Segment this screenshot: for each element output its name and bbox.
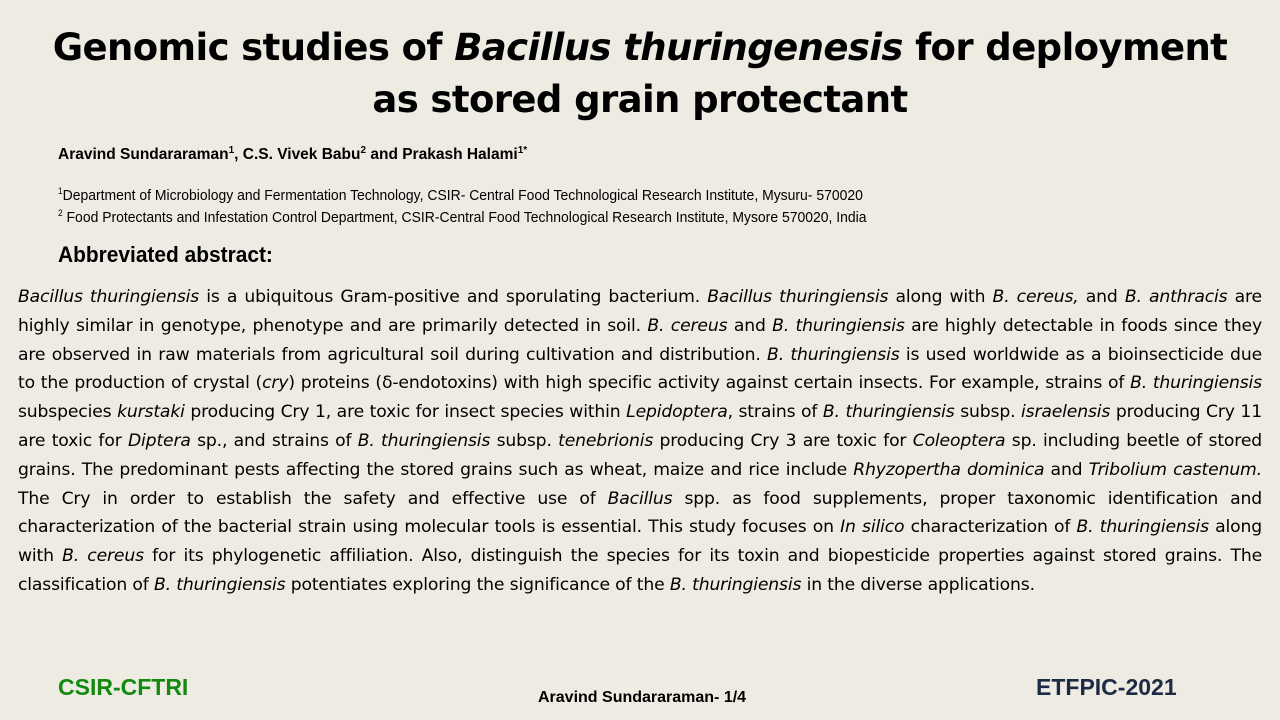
abstract-text-run: sp. including beetle of stored grains. The predominant pests affecting the stored grains such as wheat, maize and rice include [18,430,1263,480]
abstract-text-run: producing Cry 1, are toxic for insect species within [184,402,627,423]
abstract-text-run: subsp. [954,402,1022,423]
abstract-italic-term: B. thuringiensis [772,315,905,336]
abstract-italic-term: B. thuringiensis [822,402,955,423]
author-separator-1: , [234,146,243,164]
abstract-text-run: producing Cry 3 are toxic for [653,430,913,451]
abstract-text-run: along with [18,517,1263,567]
abstract-text-run: , strains of [727,402,823,423]
abstract-text-run: ) proteins (δ-endotoxins) with high specific activity against certain insects. For example, strains of [288,373,1131,394]
abstract-italic-term: Coleoptera [912,430,1006,451]
abstract-text-run: are highly detectable in foods since they are observed in raw materials from agricultural soil during cultivation and distribution. [18,315,1263,365]
abstract-text-run: for its phylogenetic affiliation. Also, distinguish the species for its toxin and biopesticide properties against stored grains. The classification of [18,546,1262,595]
footer-page-indicator: Aravind Sundararaman- 1/4 [538,689,747,706]
footer-conference-name: ETFPIC-2021 [1036,674,1177,700]
affiliation-1 [58,186,863,204]
abstract-italic-term: B. anthracis [1124,287,1228,307]
abstract-italic-term: Lepidoptera [626,402,728,423]
author-2-name: C.S. Vivek Babu [242,146,361,164]
abstract-text-run: are highly similar in genotype, phenotype and are primarily detected in soil. [18,287,1262,336]
author-1-affiliation-marker: 1 [228,145,235,156]
author-3-affiliation-marker: 1* [517,145,528,156]
abstract-italic-term: israelensis [1021,402,1111,423]
affiliation-1-marker: 1 [58,186,63,196]
author-3-name: Prakash Halami [402,146,518,164]
title-line-2: as stored grain protectant [372,78,908,121]
abstract-italic-term: cry [262,373,289,394]
abstract-text-run: potentiates exploring the significance of the [285,574,670,595]
abstract-body [18,283,1262,600]
abstract-text-run: subsp. [490,430,559,451]
abstract-italic-term: B. thuringiensis [767,344,900,365]
abstract-text-run: is used worldwide as a bioinsecticide due to the production of crystal ( [18,344,1262,394]
affiliation-1-text: Department of Microbiology and Fermentation Technology, CSIR- Central Food Technological Research Institute, Mysuru- 570020 [62,187,863,204]
author-list [58,145,527,164]
abstract-italic-term: B. thuringiensis [357,430,491,451]
abstract-italic-term: Diptera [127,430,191,451]
abstract-text-run: characterization of [904,517,1077,538]
abstract-italic-term: B. thuringiensis [1076,517,1209,538]
abstract-text-run: in the diverse applications. [801,574,1035,595]
abstract-italic-term: Bacillus thuringiensis [707,287,889,307]
abstract-text-run: is a ubiquitous Gram-positive and sporulating bacterium. [199,287,708,307]
affiliation-2-marker: 2 [58,208,63,218]
abstract-italic-term: tenebrionis [558,430,654,451]
abstract-text-run: and [1078,287,1125,307]
abstract-italic-term: B. cereus [647,315,728,336]
title-part-1: Genomic studies of [52,26,455,69]
abstract-italic-term: Rhyzopertha dominica [853,459,1045,480]
affiliation-2 [58,208,867,226]
abstract-italic-term: B. thuringiensis [1130,373,1262,394]
abstract-italic-term: Bacillus [607,488,673,509]
footer-institute-logo-text: CSIR-CFTRI [58,674,189,700]
abstract-text-run: subspecies [18,402,118,423]
abstract-italic-term: kurstaki [117,402,185,423]
slide-title [40,22,1240,126]
author-1-name: Aravind Sundararaman [58,146,229,164]
abstract-italic-term: B. thuringiensis [669,574,802,595]
abstract-heading: Abbreviated abstract: [58,242,273,267]
abstract-italic-term: Bacillus thuringiensis [18,287,200,307]
title-part-2: for deployment [902,26,1228,69]
affiliation-2-text: Food Protectants and Infestation Control Department, CSIR-Central Food Technological Research Institute, Mysore 570020, India [62,209,867,226]
abstract-italic-term: In silico [840,517,905,538]
title-species-italic: Bacillus thuringenesis [454,26,903,69]
abstract-text-run: The Cry in order to establish the safety and effective use of [18,488,608,509]
abstract-italic-term: B. thuringiensis [153,574,286,595]
abstract-text-run: producing Cry 11 are toxic for [18,402,1262,451]
title-line-1 [40,22,1240,74]
abstract-italic-term: B. cereus, [992,287,1079,307]
author-2-affiliation-marker: 2 [360,145,367,156]
abstract-text-run: spp. as food supplements, proper taxonomic identification and characterization of the bacterial strain using molecular tools is essential. This study focuses on [18,488,1262,538]
abstract-text-run: along with [888,287,993,307]
abstract-text-run: and [727,315,773,336]
abstract-text-run: and [1044,459,1089,480]
abstract-italic-term: Tribolium castenum. [1088,459,1262,480]
author-separator-2: and [366,146,403,164]
abstract-italic-term: B. cereus [62,546,144,567]
abstract-text-run: sp., and strains of [190,430,358,451]
